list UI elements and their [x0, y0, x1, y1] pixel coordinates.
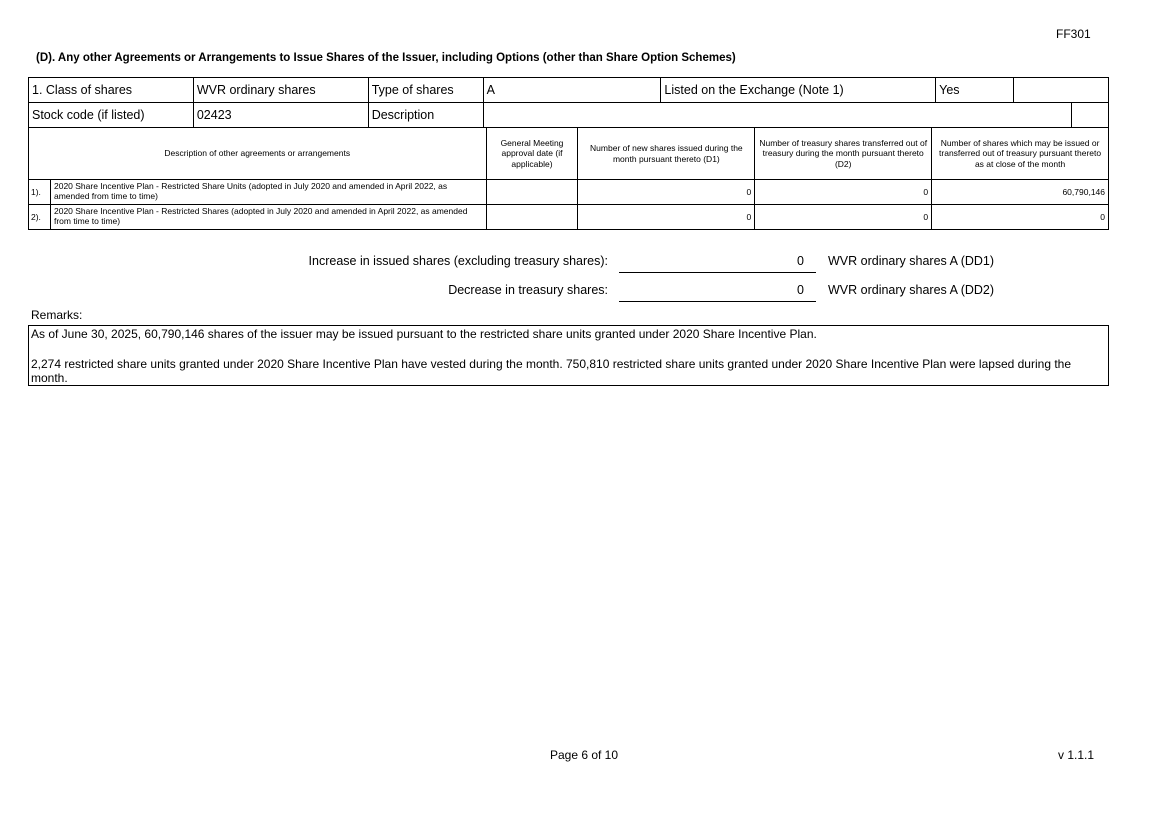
section-title: (D). Any other Agreements or Arrangements to Issue Shares of the Issuer, including Options (other than Share Option Schemes): [36, 52, 736, 64]
increase-unit: WVR ordinary shares A (DD1): [828, 254, 995, 268]
class-of-shares-value: WVR ordinary shares: [193, 78, 368, 103]
class-of-shares-label: 1. Class of shares: [29, 78, 194, 103]
row-new-shares-d1: 0: [578, 205, 755, 230]
remarks-label: Remarks:: [31, 308, 83, 322]
header-treasury-d2: Number of treasury shares transferred out of treasury during the month pursuant thereto (D2): [755, 128, 932, 180]
description-value: [483, 103, 1071, 128]
listed-extra-cell: [1014, 78, 1109, 103]
row-new-shares-d1: 0: [578, 180, 755, 205]
increase-underline: [619, 272, 816, 273]
row-index: 1).: [29, 180, 51, 205]
row-index: 2).: [29, 205, 51, 230]
decrease-unit: WVR ordinary shares A (DD2): [828, 283, 995, 297]
stock-code-value: 02423: [193, 103, 368, 128]
type-of-shares-value: A: [483, 78, 661, 103]
row-treasury-d2: 0: [755, 180, 932, 205]
header-description: Description of other agreements or arrangements: [29, 128, 487, 180]
header-new-shares-d1: Number of new shares issued during the month pursuant thereto (D1): [578, 128, 755, 180]
decrease-label: Decrease in treasury shares:: [448, 283, 608, 297]
row-approval-date: [486, 180, 578, 205]
row-description: 2020 Share Incentive Plan - Restricted Share Units (adopted in July 2020 and amended in April 2022, as amended from time to time): [50, 180, 486, 205]
row-treasury-d2: 0: [755, 205, 932, 230]
row-issuable-at-close: 60,790,146: [932, 180, 1109, 205]
stock-code-label: Stock code (if listed): [29, 103, 194, 128]
form-code: FF301: [1056, 27, 1091, 41]
decrease-value: 0: [797, 283, 804, 297]
remarks-line: 2,274 restricted share units granted under 2020 Share Incentive Plan have vested during the month. 750,810 restricted share units granted under 2020 Share Incentive Plan were lapsed during the month.: [31, 357, 1072, 385]
increase-label: Increase in issued shares (excluding treasury shares):: [308, 254, 608, 268]
decrease-underline: [619, 301, 816, 302]
share-info-table: [28, 77, 1109, 128]
header-issuable-at-close: Number of shares which may be issued or transferred out of treasury pursuant thereto as at close of the month: [932, 128, 1109, 180]
table-row: [29, 205, 1109, 230]
increase-value: 0: [797, 254, 804, 268]
description-label: Description: [368, 103, 483, 128]
version-label: v 1.1.1: [1058, 748, 1095, 762]
remarks-line: As of June 30, 2025, 60,790,146 shares of the issuer may be issued pursuant to the restricted share units granted under 2020 Share Incentive Plan.: [31, 327, 817, 341]
agreements-table: [28, 127, 1109, 230]
table-header-row: [29, 128, 1109, 180]
row-issuable-at-close: 0: [932, 205, 1109, 230]
table-row: [29, 180, 1109, 205]
type-of-shares-label: Type of shares: [368, 78, 483, 103]
description-extra-cell: [1072, 103, 1109, 128]
header-approval-date: General Meeting approval date (if applicable): [486, 128, 578, 180]
listed-label: Listed on the Exchange (Note 1): [661, 78, 936, 103]
row-approval-date: [486, 205, 578, 230]
remarks-box: [28, 325, 1109, 386]
listed-value: Yes: [936, 78, 1014, 103]
page-number: Page 6 of 10: [549, 748, 619, 762]
row-description: 2020 Share Incentive Plan - Restricted Shares (adopted in July 2020 and amended in April 2022, as amended from time to time): [50, 205, 486, 230]
